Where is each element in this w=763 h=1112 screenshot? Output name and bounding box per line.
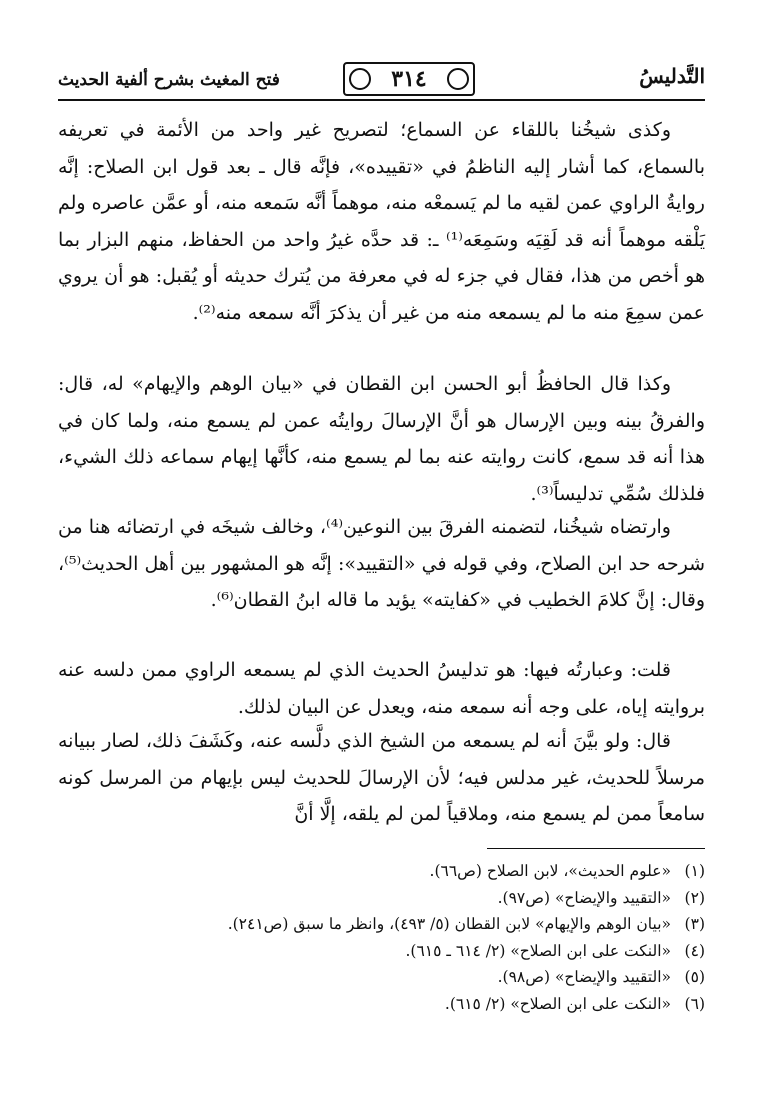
footnote-divider <box>487 848 705 849</box>
header-divider <box>58 99 705 101</box>
page-header <box>58 62 705 98</box>
footnote-text: «التقييد والإيضاح» (ص٩٧). <box>497 888 671 907</box>
footnote-text: «التقييد والإيضاح» (ص٩٨). <box>497 968 671 986</box>
footnote-number: (٥) <box>684 968 705 986</box>
footnote-number: (٦) <box>684 994 705 1013</box>
chapter-title: التَّدليسُ <box>639 64 705 88</box>
page-number: ٣١٤ <box>391 66 427 92</box>
footnote <box>58 964 705 991</box>
paragraph-3: وارتضاه شيخُنا، لتضمنه الفرقَ بين النوعين⁽⁴⁾، وخالف شيخَه في ارتضائه هنا من شرحه حد ابن الصلاح، وفي قوله في «التقييد»: إنَّه هو المشهور بين أهل الحديث⁽⁵⁾، وقال: إنَّ كلامَ الخطيب في «كفايته» يؤيد ما قاله ابنُ القطان⁽⁶⁾. <box>58 516 705 611</box>
footnote <box>58 938 705 965</box>
footnote-number: (١) <box>684 862 705 880</box>
footnote <box>58 991 705 1018</box>
paragraph-1: وكذى شيخُنا باللقاء عن السماع؛ لتصريح غير واحد من الأئمة في تعريفه بالسماع، كما أشار إليه الناظمُ في «تقييده»، فإنَّه قال ـ بعد قول ابن الصلاح: إنَّه روايةُ الراوي عمن لقيه ما لم يَسمعْه منه، موهماً أنَّه سَمعه منه، أو عمَّن عاصره ولم يَلْقه موهماً أنه قد لَقِيَه وسَمِعَه⁽¹⁾ ـ: قد حدَّه غيرُ واحد من الحفاظ، منهم البزار بما هو أخص من هذا، فقال في جزء له في معرفة من يُترك حديثه أو يُقبل: هو أن يروي عمن سمِعَ منه ما لم يسمعه منه من غير أن يذكرَ أنَّه سمعه منه⁽²⁾. <box>58 119 705 324</box>
footnote-number: (٤) <box>684 941 705 960</box>
footnote-text: «علوم الحديث»، لابن الصلاح (ص٦٦). <box>429 862 671 880</box>
footnote-text: «بيان الوهم والإيهام» لابن القطان (٥/ ٤٩٣)، وانظر ما سبق (ص٢٤١). <box>227 915 671 933</box>
footnote-text: «النكت على ابن الصلاح» (٢/ ٦١٥). <box>444 994 671 1013</box>
footnote <box>58 911 705 938</box>
page-number-ornament <box>343 62 475 96</box>
paragraph-5: قال: ولو بيَّنَ أنه لم يسمعه من الشيخ الذي دلَّسه عنه، وكَشَفَ ذلك، لصار ببيانه مرسلاً للحديث، غير مدلس فيه؛ لأن الإرسالَ للحديث ليس بإيهام من المرسل كونه سامعاً ممن لم يسمع منه، وملاقياً لمن لم يلقه، إلَّا أنَّ <box>58 730 705 825</box>
book-title: فتح المغيث بشرح ألفية الحديث <box>58 70 280 90</box>
footnote-number: (٣) <box>684 915 705 933</box>
footnote <box>58 858 705 885</box>
footnote-number: (٢) <box>684 888 705 907</box>
footnotes <box>58 858 705 1017</box>
paragraph-2: وكذا قال الحافظُ أبو الحسن ابن القطان في «بيان الوهم والإيهام» له، قال: والفرقُ بينه وبين الإرسال هو أنَّ الإرسالَ روايتُه عمن لم يسمع منه، ولما كان في هذا أنه قد سمع، كانت روايته عنه بما لم يسمع منه، كأنَّها إيهام سماعه ذلك الشيء، فلذلك سُمِّي تدليساً⁽³⁾. <box>58 373 705 505</box>
paragraph-4: قلت: وعبارتُه فيها: هو تدليسُ الحديث الذي لم يسمعه الراوي ممن دلسه عنه بروايته إياه، على وجه أنه سمعه منه، ويعدل عن البيان لذلك. <box>58 659 705 718</box>
footnote <box>58 885 705 912</box>
footnote-text: «النكت على ابن الصلاح» (٢/ ٦١٤ ـ ٦١٥). <box>405 941 671 960</box>
